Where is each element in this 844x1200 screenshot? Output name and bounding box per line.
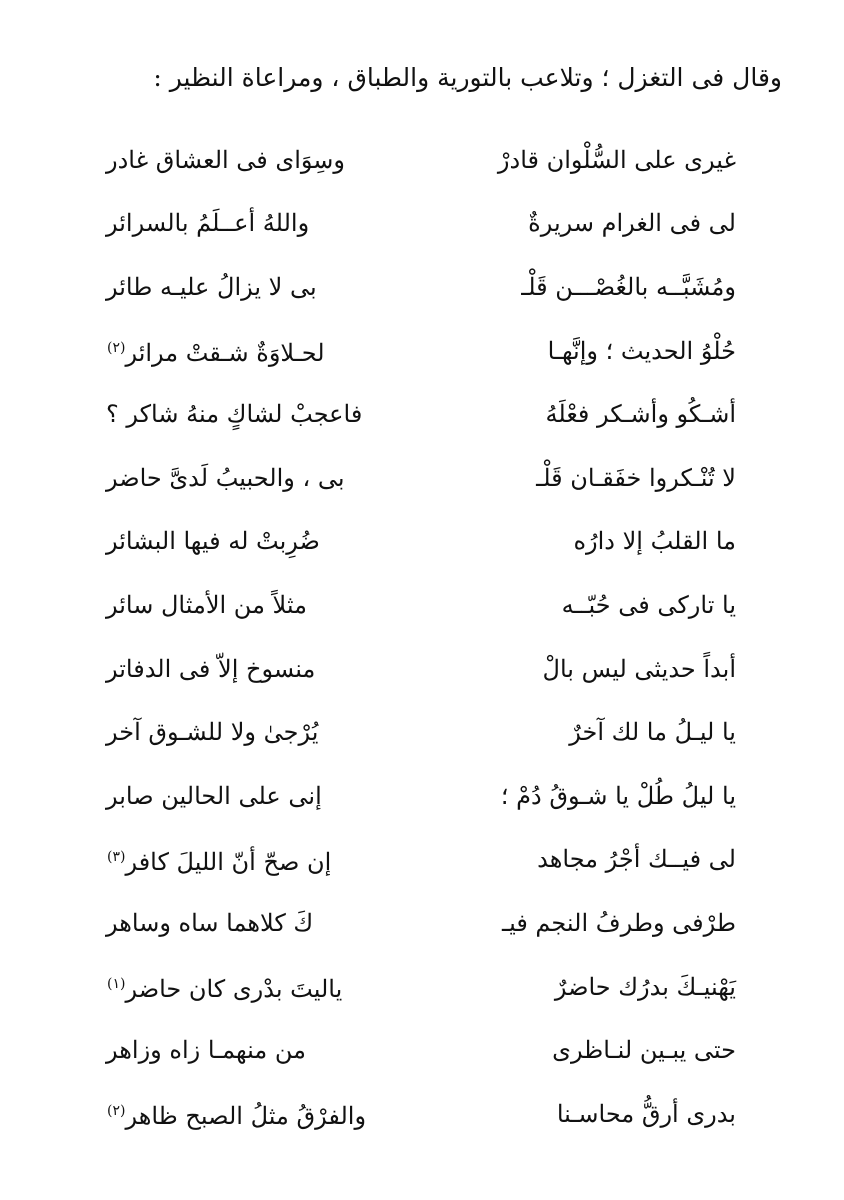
verse	[106, 828, 736, 892]
first-hemistich: يا ليـلُ ما لك آخرٌ	[569, 718, 736, 747]
second-hemistich-text: ضُرِبتْ له فيها البشائر	[106, 527, 320, 556]
second-hemistich-text: إن صحّ أنّ الليلَ كافر	[125, 847, 332, 876]
second-hemistich	[106, 841, 406, 878]
first-hemistich: ما القلبُ إلا دارُه	[573, 527, 736, 556]
second-hemistich-text: بى لا يزالُ عليـه طائر	[106, 272, 317, 301]
first-hemistich: ومُشَبَّــه بالغُصْـــن قَلْـ	[521, 272, 736, 301]
first-hemistich: يا تاركى فى حُبّــه	[561, 590, 736, 619]
verse	[106, 128, 736, 192]
second-hemistich	[106, 207, 406, 239]
second-hemistich-text: كَ كلاهما ساه وساهر	[106, 908, 314, 937]
first-hemistich: بدرى أرقُّ محاسـنا	[556, 1099, 736, 1128]
verse	[106, 255, 736, 319]
first-hemistich: حتى يبـين لنـاظرى	[552, 1036, 736, 1065]
first-hemistich: أشـكُو وأشـكر فعْلَهُ	[545, 400, 736, 429]
verse	[106, 192, 736, 256]
footnote-marker: (١)	[107, 976, 126, 993]
verse	[106, 955, 736, 1019]
first-hemistich: لى فى الغرام سريرةٌ	[528, 209, 736, 238]
second-hemistich	[106, 271, 406, 303]
second-hemistich	[106, 653, 406, 685]
second-hemistich-text: منسوخ إلاّ فى الدفاتر	[106, 654, 316, 683]
poem	[106, 128, 736, 1146]
second-hemistich-text: فاعجبْ لشاكٍ منهُ شاكر ؟	[106, 400, 363, 429]
second-hemistich	[106, 398, 406, 430]
second-hemistich	[106, 1034, 406, 1066]
footnote-marker: (٢)	[107, 340, 126, 357]
verse	[106, 1082, 736, 1146]
second-hemistich	[106, 907, 406, 939]
first-hemistich: طرْفى وطرفُ النجم فيـ	[502, 908, 736, 937]
verse	[106, 700, 736, 764]
first-hemistich: يَهْنيـكَ بدرُك حاضرٌ	[554, 972, 736, 1001]
first-hemistich: لى فيــك أجْرُ مجاهد	[537, 845, 736, 874]
verse	[106, 446, 736, 510]
verse	[106, 319, 736, 383]
footnote-marker: (٣)	[107, 848, 126, 865]
poem-heading: وقال فى التغزل ؛ وتلاعب بالتورية والطباق ، ومراعاة النظير :	[153, 63, 782, 92]
second-hemistich-text: بى ، والحبيبُ لَدىَّ حاضر	[106, 463, 345, 492]
second-hemistich-text: مثلاً من الأمثال سائر	[106, 590, 307, 619]
second-hemistich	[106, 462, 406, 494]
first-hemistich: أبداً حديثى ليس بالْ	[542, 654, 736, 683]
second-hemistich-text: إنى على الحالين صابر	[106, 781, 322, 810]
verse	[106, 382, 736, 446]
second-hemistich	[106, 1095, 406, 1132]
second-hemistich	[106, 144, 406, 176]
second-hemistich	[106, 332, 406, 369]
second-hemistich-text: ياليتَ بدْرى كان حاضر	[125, 975, 343, 1004]
second-hemistich	[106, 968, 406, 1005]
second-hemistich-text: وسِوَاى فى العشاق غادر	[106, 145, 345, 174]
first-hemistich: يا ليلُ طُلْ يا شـوقُ دُمْ ؛	[500, 781, 736, 810]
second-hemistich-text: لحـلاوَةٌ شـقتْ مرائر	[125, 339, 325, 368]
second-hemistich	[106, 525, 406, 557]
verse	[106, 891, 736, 955]
second-hemistich-text: من منهمـا زاه وزاهر	[106, 1036, 306, 1065]
second-hemistich	[106, 716, 406, 748]
verse	[106, 764, 736, 828]
second-hemistich	[106, 780, 406, 812]
second-hemistich-text: واللهُ أعــلَمُ بالسرائر	[106, 209, 310, 238]
second-hemistich	[106, 589, 406, 621]
first-hemistich: غيرى على السُّلْوان قادرْ	[497, 145, 736, 174]
footnote-marker: (٢)	[107, 1103, 126, 1120]
first-hemistich: لا تُنْـكروا خفَقـان قَلْـ	[536, 463, 736, 492]
second-hemistich-text: يُرْجىٰ ولا للشـوق آخر	[106, 718, 319, 747]
verse	[106, 573, 736, 637]
verse	[106, 510, 736, 574]
verse	[106, 1018, 736, 1082]
second-hemistich-text: والفرْقُ مثلُ الصبح ظاهر	[125, 1102, 367, 1131]
first-hemistich: حُلْوُ الحديث ؛ وإنَّهـا	[547, 336, 736, 365]
verse	[106, 637, 736, 701]
